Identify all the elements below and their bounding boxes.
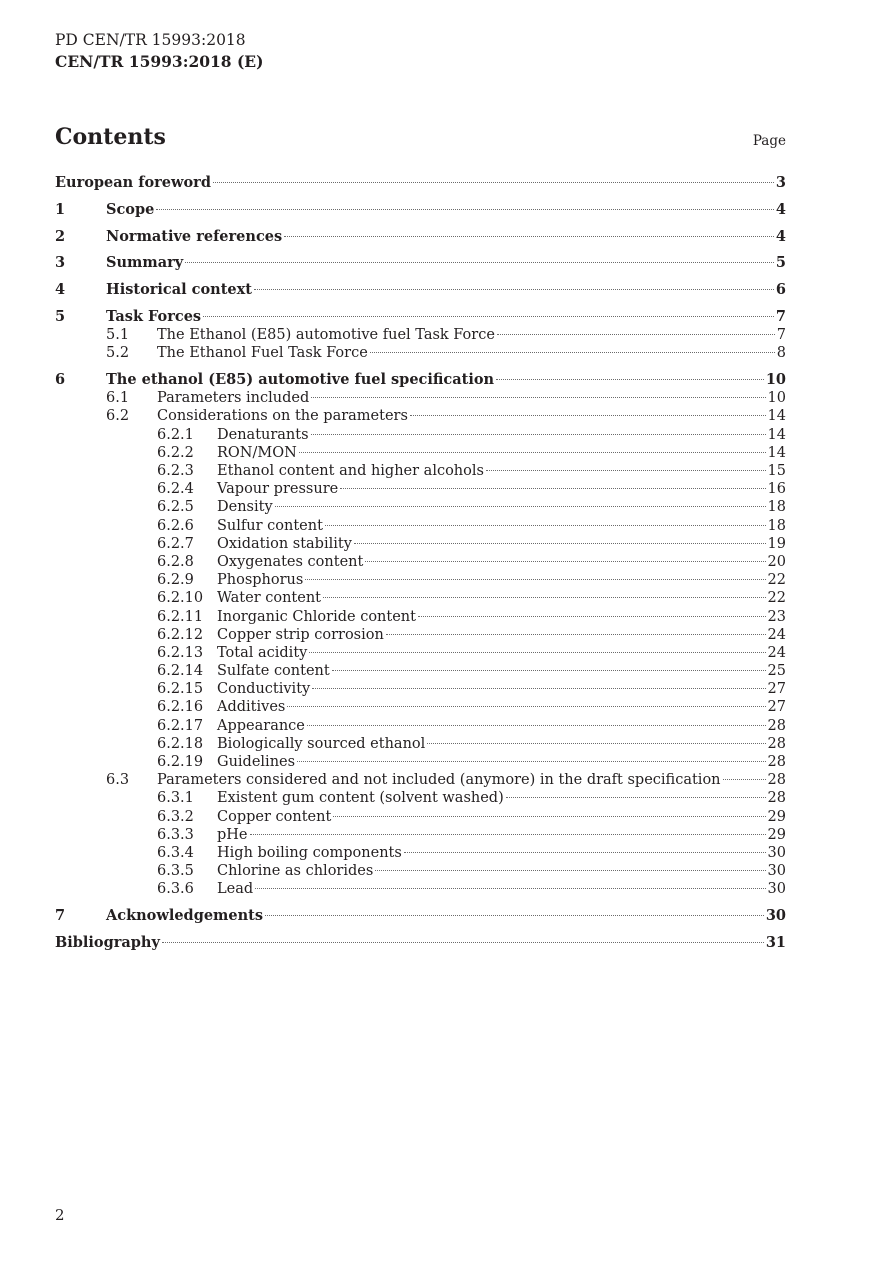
toc-entry-page: 29 [767,808,786,825]
toc-entry-title: Appearance [217,717,305,734]
toc-entry-page: 10 [767,390,786,407]
toc-entry[interactable] [55,480,786,498]
toc-entry-title: Scope [106,200,155,218]
toc-entry-number: 6.2.11 [157,608,204,625]
toc-entry-title: Acknowledgements [106,907,264,925]
toc-dot-leader [297,761,765,762]
toc-entry[interactable] [55,698,786,716]
toc-entry[interactable] [55,174,786,192]
toc-entry-title: Bibliography [55,933,160,951]
toc-entry-number: 6.2.3 [157,463,194,479]
toc-entry-page: 4 [775,200,786,218]
toc-dot-leader [307,725,766,726]
toc-dot-leader [386,634,766,635]
toc-entry-title: The Ethanol (E85) automotive fuel Task Force [157,327,495,344]
toc-entry-number: 6.2.18 [157,735,204,752]
document-reference: PD CEN/TR 15993:2018 [55,31,246,49]
toc-entry-number: 6.2.19 [157,754,204,770]
toc-entry-number: 6.2.15 [157,681,204,698]
toc-entry-number: 4 [55,281,66,299]
toc-entry[interactable] [55,789,786,807]
toc-dot-leader [370,352,775,353]
toc-entry[interactable] [55,808,786,826]
toc-entry[interactable] [55,626,786,644]
toc-entry[interactable] [55,344,786,362]
contents-heading: Contents [55,124,166,150]
toc-dot-leader [404,852,766,853]
toc-entry-title: Copper strip corrosion [217,626,384,643]
toc-entry-number: 6.2.9 [157,572,194,589]
toc-dot-leader [325,525,766,526]
toc-dot-leader [275,506,766,507]
toc-entry-page: 30 [767,881,786,898]
toc-entry[interactable] [55,753,786,771]
toc-entry[interactable] [55,407,786,425]
toc-entry[interactable] [55,498,786,516]
toc-dot-leader [311,434,766,435]
toc-entry-number: 6.2.16 [157,699,204,716]
toc-dot-leader [305,579,765,580]
toc-dot-leader [496,379,764,380]
toc-dot-leader [497,334,775,335]
toc-entry-page: 4 [775,227,786,245]
toc-entry[interactable] [55,553,786,571]
toc-entry-title: RON/MON [217,444,297,461]
toc-entry-number: 7 [55,907,66,925]
toc-dot-leader [255,888,765,889]
toc-dot-leader [410,415,766,416]
toc-entry-number: 6.2.2 [157,444,194,461]
table-of-contents [55,174,786,952]
toc-entry-title: Water content [217,590,321,607]
toc-dot-leader [162,942,764,943]
toc-dot-leader [375,870,765,871]
toc-entry-page: 6 [775,281,786,299]
toc-entry-title: Phosphorus [217,572,304,589]
toc-entry-title: The Ethanol Fuel Task Force [157,345,368,362]
toc-entry-number: 5.2 [106,345,130,362]
toc-entry-page: 28 [767,790,786,807]
page-number: 2 [55,1206,65,1224]
toc-entry[interactable] [55,426,786,444]
toc-entry-page: 8 [776,345,786,362]
toc-entry[interactable] [55,517,786,535]
toc-entry[interactable] [55,662,786,680]
toc-entry[interactable] [55,371,786,389]
toc-entry-title: Total acidity [217,644,308,661]
toc-entry-page: 15 [767,463,786,479]
toc-entry-page: 3 [775,174,786,191]
toc-entry-number: 6.2.13 [157,644,204,661]
document-identifier: CEN/TR 15993:2018 (E) [55,52,264,71]
toc-entry-title: pHe [217,826,248,843]
toc-entry[interactable] [55,201,786,219]
toc-entry-page: 22 [767,590,786,607]
toc-entry-page: 31 [765,933,786,951]
toc-entry-number: 6.2.5 [157,499,194,516]
toc-entry-title: Sulfur content [217,517,323,534]
toc-entry[interactable] [55,254,786,272]
toc-dot-leader [299,452,766,453]
toc-entry-page: 30 [765,907,786,925]
toc-entry[interactable] [55,444,786,462]
toc-entry-number: 5.1 [106,327,130,344]
toc-entry[interactable] [55,535,786,553]
toc-entry-page: 27 [767,699,786,716]
toc-entry[interactable] [55,228,786,246]
toc-dot-leader [723,779,766,780]
toc-entry-title: Parameters included [157,390,310,407]
toc-entry-number: 6.2.1 [157,426,194,443]
toc-entry-page: 25 [767,663,786,680]
toc-dot-leader [287,706,765,707]
toc-entry-page: 20 [767,553,786,570]
toc-entry-page: 28 [767,717,786,734]
toc-entry-number: 6.3.1 [157,790,194,807]
toc-entry-page: 28 [767,754,786,770]
toc-entry-title: Task Forces [106,307,202,325]
toc-entry[interactable] [55,880,786,898]
toc-entry-page: 30 [767,863,786,880]
toc-entry-page: 28 [767,735,786,752]
toc-dot-leader [365,561,765,562]
toc-entry-title: Normative references [106,227,283,245]
toc-entry-page: 5 [775,254,786,272]
toc-entry-page: 18 [767,499,786,516]
toc-entry-number: 6.3.5 [157,863,194,880]
toc-entry-title: Considerations on the parameters [157,408,408,425]
toc-dot-leader [254,289,774,290]
toc-dot-leader [427,743,765,744]
toc-entry-page: 24 [767,626,786,643]
toc-entry[interactable] [55,735,786,753]
toc-entry-page: 27 [767,681,786,698]
toc-entry-page: 10 [765,371,786,389]
toc-entry-title: Sulfate content [217,663,330,680]
toc-entry-page: 30 [767,844,786,861]
toc-entry[interactable] [55,326,786,344]
toc-dot-leader [340,488,765,489]
toc-dot-leader [311,397,765,398]
toc-entry-page: 29 [767,826,786,843]
toc-entry-number: 6 [55,371,66,389]
toc-entry-title: Ethanol content and higher alcohols [217,463,484,479]
toc-entry-number: 1 [55,200,66,218]
toc-dot-leader [284,236,774,237]
toc-dot-leader [203,316,774,317]
toc-entry-title: Additives [217,699,286,716]
toc-entry[interactable] [55,717,786,735]
toc-dot-leader [506,797,766,798]
toc-entry-title: Biologically sourced ethanol [217,735,426,752]
toc-entry-number: 6.3 [106,772,130,789]
toc-dot-leader [486,470,766,471]
toc-entry-page: 18 [767,517,786,534]
toc-entry-number: 2 [55,227,66,245]
toc-entry-number: 6.1 [106,390,130,407]
toc-entry-page: 14 [767,444,786,461]
toc-entry-number: 6.2.17 [157,717,204,734]
toc-entry-number: 3 [55,254,66,272]
toc-entry[interactable] [55,389,786,407]
toc-entry-number: 6.2.14 [157,663,204,680]
toc-entry-title: Lead [217,881,254,898]
toc-entry[interactable] [55,308,786,326]
toc-entry-page: 16 [767,481,786,498]
toc-entry-title: Guidelines [217,754,296,770]
toc-entry-title: Conductivity [217,681,311,698]
toc-entry-title: High boiling components [217,844,402,861]
toc-dot-leader [213,182,774,183]
toc-dot-leader [332,670,766,671]
toc-entry-title: Existent gum content (solvent washed) [217,790,504,807]
toc-entry-number: 6.3.3 [157,826,194,843]
toc-entry-number: 6.2.8 [157,553,194,570]
toc-entry-title: Vapour pressure [217,481,339,498]
toc-entry-number: 6.2.10 [157,590,204,607]
toc-entry-title: Denaturants [217,426,309,443]
toc-entry[interactable] [55,934,786,952]
toc-entry-title: Oxidation stability [217,535,352,552]
toc-entry[interactable] [55,771,786,789]
toc-entry-page: 14 [767,426,786,443]
toc-entry-page: 19 [767,535,786,552]
toc-entry-page: 7 [775,307,786,325]
toc-entry-number: 6.2.4 [157,481,194,498]
toc-entry-number: 6.3.6 [157,881,194,898]
toc-entry-number: 6.3.2 [157,808,194,825]
toc-entry[interactable] [55,844,786,862]
toc-dot-leader [185,262,774,263]
toc-entry-page: 7 [776,327,786,344]
toc-entry-number: 6.3.4 [157,844,194,861]
document-header [55,30,263,72]
toc-dot-leader [265,915,764,916]
toc-entry-title: The ethanol (E85) automotive fuel specification [106,371,495,389]
toc-entry-title: Summary [106,254,184,272]
toc-entry[interactable] [55,644,786,662]
toc-dot-leader [250,834,766,835]
toc-entry-page: 28 [767,772,786,789]
toc-entry-page: 14 [767,408,786,425]
toc-entry-title: Historical context [106,281,252,299]
toc-entry-title: Chlorine as chlorides [217,863,374,880]
toc-dot-leader [418,616,766,617]
toc-dot-leader [156,209,774,210]
toc-dot-leader [312,688,765,689]
toc-entry[interactable] [55,608,786,626]
toc-entry[interactable] [55,680,786,698]
toc-entry-number: 6.2 [106,408,130,425]
toc-dot-leader [309,652,765,653]
toc-entry[interactable] [55,462,786,480]
toc-dot-leader [333,816,765,817]
toc-entry[interactable] [55,281,786,299]
toc-entry-title: Copper content [217,808,332,825]
toc-entry-page: 24 [767,644,786,661]
toc-entry-page: 22 [767,572,786,589]
toc-entry[interactable] [55,862,786,880]
toc-entry-title: Density [217,499,273,516]
toc-entry[interactable] [55,571,786,589]
toc-dot-leader [354,543,766,544]
toc-entry-title: European foreword [55,174,211,191]
toc-entry-title: Oxygenates content [217,553,364,570]
toc-entry-title: Inorganic Chloride content [217,608,416,625]
page-column-label: Page [752,133,786,149]
toc-entry-number: 6.2.12 [157,626,204,643]
toc-entry[interactable] [55,826,786,844]
toc-entry-title: Parameters considered and not included (anymore) in the draft specification [157,772,721,789]
toc-entry[interactable] [55,589,786,607]
toc-dot-leader [323,597,766,598]
toc-entry[interactable] [55,907,786,925]
toc-entry-number: 6.2.6 [157,517,194,534]
toc-entry-page: 23 [767,608,786,625]
toc-entry-number: 5 [55,307,66,325]
toc-entry-number: 6.2.7 [157,535,194,552]
